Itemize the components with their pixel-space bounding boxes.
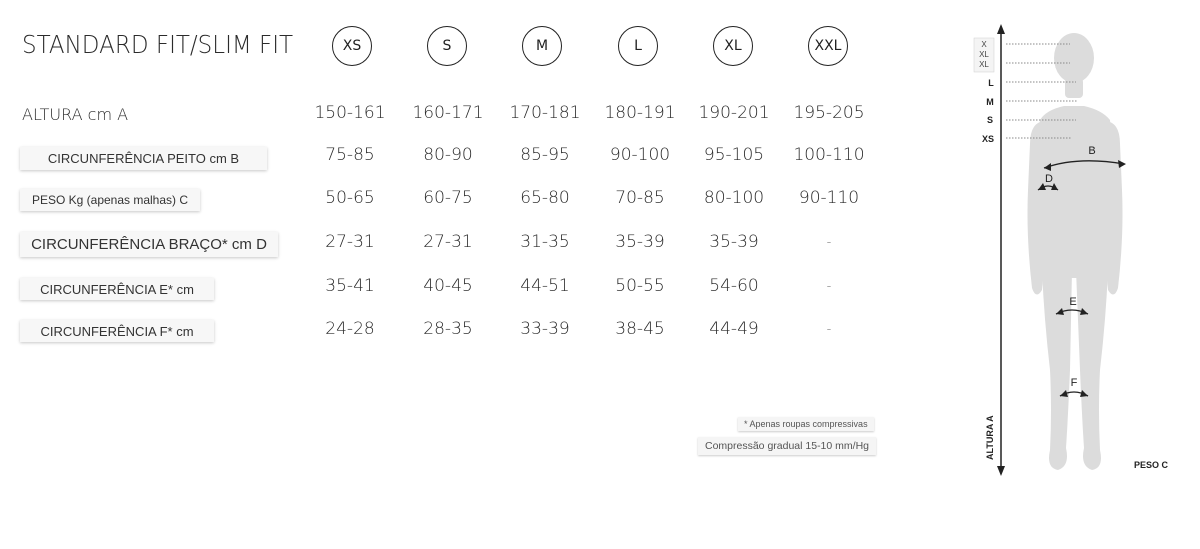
size-l-badge: L — [618, 26, 658, 66]
scale-label: XL — [979, 50, 989, 59]
table-cell: 80-100 — [703, 188, 765, 208]
human-silhouette-icon — [960, 18, 1190, 478]
size-s-badge: S — [427, 26, 467, 66]
table-cell: 40-45 — [423, 276, 473, 296]
table-cell: 33-39 — [520, 319, 570, 339]
table-cell: 35-41 — [325, 276, 375, 296]
table-cell: 60-75 — [423, 188, 473, 208]
table-cell: 31-35 — [520, 232, 570, 252]
table-cell: - — [826, 322, 832, 337]
size-m-badge: M — [522, 26, 562, 66]
table-cell: 75-85 — [325, 145, 375, 165]
scale-label: S — [986, 115, 994, 125]
table-cell: 44-51 — [520, 276, 570, 296]
size-xl-badge: XL — [713, 26, 753, 66]
table-cell: 100-110 — [793, 145, 865, 165]
table-cell: 190-201 — [698, 103, 770, 123]
size-xxl-badge: XXL — [808, 26, 848, 66]
table-cell: 90-100 — [609, 145, 671, 165]
table-cell: - — [826, 235, 832, 250]
peso-label: PESO C — [1134, 460, 1169, 470]
scale-label: X — [981, 40, 987, 49]
table-cell: 90-110 — [798, 188, 860, 208]
body-measurement-figure — [960, 18, 1190, 478]
table-cell: 38-45 — [615, 319, 665, 339]
scale-label: M — [986, 97, 994, 107]
row-label-f: CIRCUNFERÊNCIA F* cm — [20, 320, 214, 342]
table-cell: 195-205 — [793, 103, 865, 123]
table-cell: 28-35 — [423, 319, 473, 339]
table-cell: 54-60 — [709, 276, 759, 296]
table-cell: 95-105 — [703, 145, 765, 165]
table-cell: 27-31 — [325, 232, 375, 252]
table-cell: 70-85 — [615, 188, 665, 208]
measure-d-label: D — [1045, 173, 1053, 185]
scale-label: XL — [979, 60, 989, 69]
row-label-peso: PESO Kg (apenas malhas) C — [20, 189, 200, 211]
table-cell: 50-65 — [325, 188, 375, 208]
table-cell: 50-55 — [615, 276, 665, 296]
measure-e-label: E — [1069, 296, 1077, 308]
row-label-altura: ALTURA cm A — [22, 105, 129, 124]
table-cell: 35-39 — [709, 232, 759, 252]
table-cell: 35-39 — [615, 232, 665, 252]
table-cell: 180-191 — [604, 103, 676, 123]
measure-b-label: B — [1088, 145, 1096, 157]
table-cell: 150-161 — [314, 103, 386, 123]
row-label-braco: CIRCUNFERÊNCIA BRAÇO* cm D — [20, 232, 278, 257]
scale-label: L — [988, 78, 994, 88]
table-cell: 24-28 — [325, 319, 375, 339]
row-label-e: CIRCUNFERÊNCIA E* cm — [20, 278, 214, 300]
chart-title: STANDARD FIT/SLIM FIT — [22, 30, 294, 59]
altura-label: ALTURA A — [985, 415, 995, 460]
scale-label: XS — [981, 134, 995, 144]
size-xs-badge: XS — [332, 26, 372, 66]
row-label-peito: CIRCUNFERÊNCIA PEITO cm B — [20, 147, 267, 170]
compressive-note: * Apenas roupas compressivas — [738, 417, 874, 431]
table-cell: 80-90 — [423, 145, 473, 165]
table-cell: 160-171 — [412, 103, 484, 123]
table-cell: 65-80 — [520, 188, 570, 208]
table-cell: 27-31 — [423, 232, 473, 252]
table-cell: 170-181 — [509, 103, 581, 123]
compression-note: Compressão gradual 15-10 mm/Hg — [698, 437, 876, 455]
measure-f-label: F — [1070, 377, 1078, 389]
table-cell: 44-49 — [709, 319, 759, 339]
table-cell: - — [826, 279, 832, 294]
table-cell: 85-95 — [520, 145, 570, 165]
